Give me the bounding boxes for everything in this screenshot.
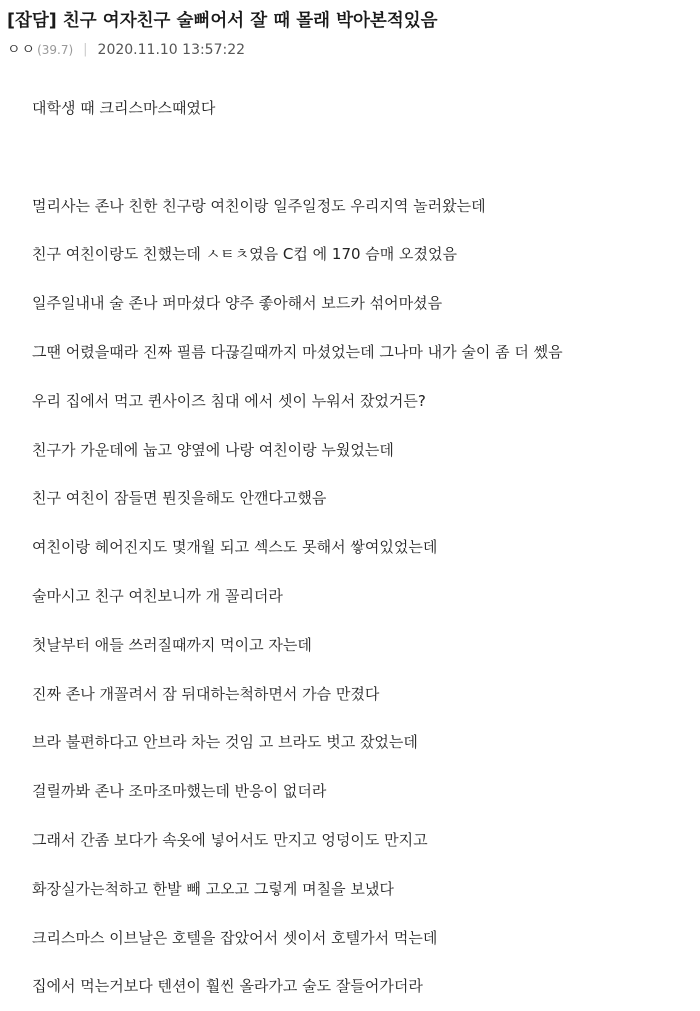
body-paragraph: 친구 여친이랑도 친했는데 ㅅㅌㅊ였음 C컵 에 170 슴매 오졌었음 — [32, 245, 458, 264]
body-blank-line — [32, 133, 692, 182]
body-paragraph: 크리스마스 이브날은 호텔을 잡았어서 셋이서 호텔가서 먹는데 — [32, 928, 438, 947]
body-paragraph: 친구가 가운데에 눕고 양옆에 나랑 여친이랑 누웠었는데 — [32, 440, 394, 459]
body-paragraph: 술마시고 친구 여친보니까 개 꼴리더라 — [32, 586, 283, 605]
body-paragraph: 친구 여친이 잠들면 뭔짓을해도 안깬다고했음 — [32, 489, 327, 508]
body-paragraph: 걸릴까봐 존나 조마조마했는데 반응이 없더라 — [32, 782, 327, 801]
body-paragraph: 그땐 어렸을때라 진짜 필름 다끊길때까지 마셨었는데 그나마 내가 술이 좀 더 쎘음 — [32, 342, 563, 361]
author-ip: (39.7) — [37, 43, 74, 57]
post-meta — [7, 40, 693, 60]
body-paragraph: 브라 불편하다고 안브라 차는 것임 고 브라도 벗고 잤었는데 — [32, 733, 418, 752]
body-paragraph: 화장실가는척하고 한발 빼 고오고 그렇게 며칠을 보냈다 — [32, 879, 394, 898]
body-paragraph: 그래서 간좀 보다가 속옷에 넣어서도 만지고 엉덩이도 만지고 — [32, 830, 428, 849]
body-paragraph: 우리 집에서 먹고 퀸사이즈 침대 에서 셋이 누워서 잤었거든? — [32, 391, 426, 410]
author-name[interactable]: ㅇㅇ — [7, 42, 37, 58]
body-paragraph: 첫날부터 애들 쓰러질때까지 먹이고 자는데 — [32, 635, 312, 654]
post-datetime: 2020.11.10 13:57:22 — [97, 42, 246, 58]
meta-divider: | — [83, 42, 88, 57]
post-body — [32, 84, 692, 1011]
body-paragraph: 대학생 때 크리스마스때였다 — [32, 99, 216, 117]
body-paragraph: 진짜 존나 개꼴려서 잠 뒤대하는척하면서 가슴 만졌다 — [32, 684, 380, 703]
body-paragraph: 여친이랑 헤어진지도 몇개월 되고 섹스도 못해서 쌓여있었는데 — [32, 538, 438, 557]
post-title: [잡담] 친구 여자친구 술뻐어서 잘 때 몰래 박아본적있음 — [7, 11, 438, 31]
body-paragraph: 집에서 먹는거보다 텐션이 훨씬 올라가고 술도 잘들어가더라 — [32, 977, 423, 996]
body-paragraph: 멀리사는 존나 친한 친구랑 여친이랑 일주일정도 우리지역 놀러왔는데 — [32, 196, 486, 215]
post-header — [7, 8, 693, 60]
body-paragraph: 일주일내내 술 존나 퍼마셨다 양주 좋아해서 보드카 섞어마셨음 — [32, 294, 443, 313]
